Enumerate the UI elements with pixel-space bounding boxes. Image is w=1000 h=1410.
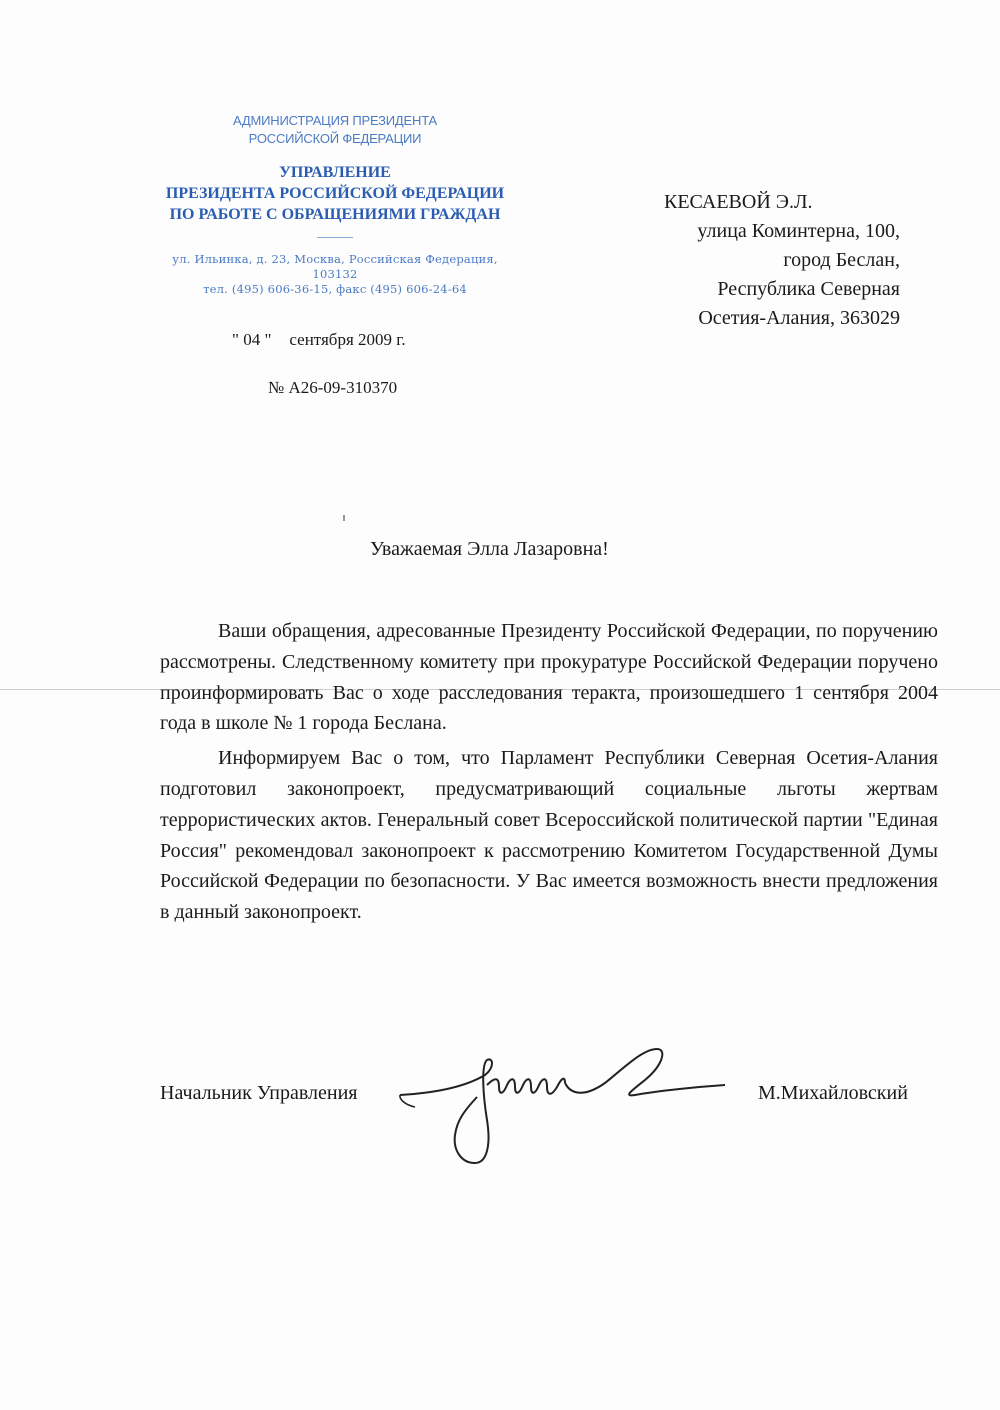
letterhead-divider [317,237,353,238]
recipient-address-line: улица Коминтерна, 100, [697,220,900,242]
address-line: ул. Ильинка, д. 23, Москва, Российская Федерация, [172,252,498,266]
administration-title-line: АДМИНИСТРАЦИЯ ПРЕЗИДЕНТА [233,113,437,128]
department-title-line: УПРАВЛЕНИЕ [279,164,391,181]
scan-speck [343,515,345,521]
letter-body [160,616,938,932]
administration-title [150,112,520,148]
handwritten-signature [395,1035,735,1170]
body-paragraph: Информируем Вас о том, что Парламент Республики Северная Осетия-Алания подготовил законопроект, предусматривающий социальные льготы жертвам террористических актов. Генеральный совет Всероссийской политической партии "Единая Россия" рекомендовал законопроект к рассмотрению Комитетом Государственной Думы Российской Федерации по безопасности. У Вас имеется возможность внести предложения в данный законопроект. [160,747,938,924]
signatory-role: Начальник Управления [160,1082,358,1104]
recipient-block [600,188,900,333]
recipient-address-line: Республика Северная [717,278,900,300]
department-title [150,162,520,225]
signatory-name: М.Михайловский [758,1082,908,1104]
salutation: Уважаемая Элла Лазаровна! [370,538,609,560]
body-paragraph: Ваши обращения, адресованные Президенту Российской Федерации, по поручению рассмотрены. Следственному комитету при прокуратуре Российской Федерации поручено проинформировать Вас о ходе расследования теракта, произошедшего 1 сентября 2004 года в школе № 1 города Беслана. [160,620,938,735]
recipient-address-line: Осетия-Алания, 363029 [698,307,900,329]
document-date-day: " 04 " [232,330,272,349]
document-date [232,330,406,350]
letterhead [150,112,520,297]
contact-line: тел. (495) 606-36-15, факс (495) 606-24-64 [203,282,467,296]
letterhead-address [150,252,520,297]
department-title-line: ПО РАБОТЕ С ОБРАЩЕНИЯМИ ГРАЖДАН [169,206,501,223]
department-title-line: ПРЕЗИДЕНТА РОССИЙСКОЙ ФЕДЕРАЦИИ [165,185,505,202]
document-date-month-year: сентября 2009 г. [289,330,406,349]
recipient-name: КЕСАЕВОЙ Э.Л. [664,191,813,213]
administration-title-line: РОССИЙСКОЙ ФЕДЕРАЦИИ [248,131,422,146]
recipient-address-line: город Беслан, [783,249,900,271]
document-number: № А26-09-310370 [268,378,398,397]
address-line: 103132 [312,267,358,281]
